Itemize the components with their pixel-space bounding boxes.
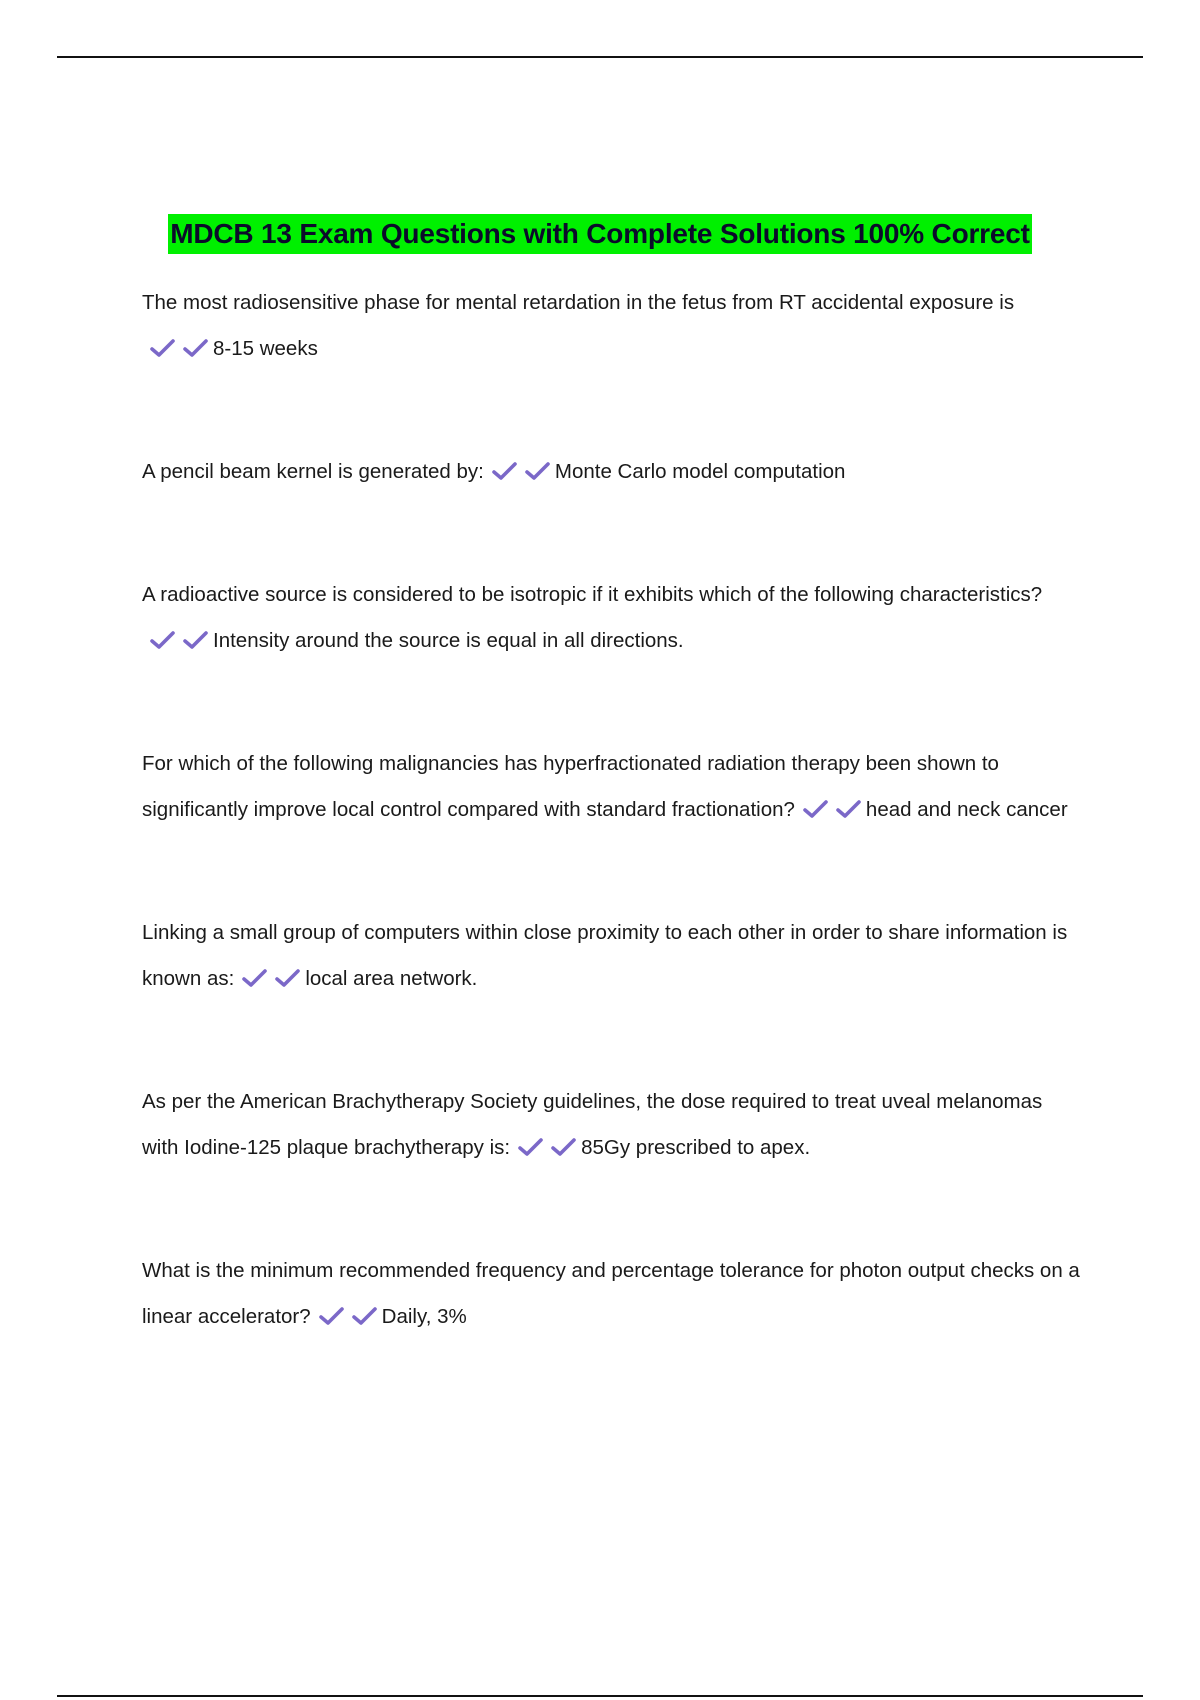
qa-item: [142, 1248, 1082, 1343]
qa-item: [142, 449, 1082, 498]
question-text: A pencil beam kernel is generated by:: [142, 460, 484, 483]
checkmarks: [492, 452, 553, 498]
bottom-rule: [57, 1695, 1143, 1697]
checkmark-icon: [525, 461, 550, 481]
qa-item: [142, 572, 1082, 667]
checkmark-icon: [352, 1306, 377, 1326]
answer-text: 85Gy prescribed to apex.: [581, 1136, 811, 1159]
qa-list: [142, 280, 1082, 1343]
qa-item: [142, 741, 1082, 836]
answer-text: Monte Carlo model computation: [554, 460, 846, 483]
top-rule: [57, 56, 1143, 58]
answer-text: local area network.: [305, 967, 478, 990]
answer-text: Intensity around the source is equal in all directions.: [213, 629, 684, 652]
question-text: A radioactive source is considered to be isotropic if it exhibits which of the following characteristics?: [142, 583, 1043, 606]
checkmark-icon: [183, 338, 208, 358]
checkmark-icon: [551, 1137, 576, 1157]
qa-item: [142, 280, 1082, 375]
question-text: The most radiosensitive phase for mental retardation in the fetus from RT accidental exposure is: [142, 291, 1015, 314]
checkmark-icon: [150, 338, 175, 358]
question-text: Linking a small group of computers within close proximity to each other in order to share information is known as:: [142, 921, 1068, 990]
checkmark-icon: [183, 630, 208, 650]
checkmark-icon: [492, 461, 517, 481]
title-container: [0, 214, 1200, 254]
checkmarks: [242, 959, 303, 1005]
answer-text: head and neck cancer: [865, 798, 1068, 821]
checkmark-icon: [803, 799, 828, 819]
checkmark-icon: [518, 1137, 543, 1157]
checkmarks: [150, 621, 211, 667]
answer-text: Daily, 3%: [381, 1305, 467, 1328]
qa-item: [142, 1079, 1082, 1174]
checkmark-icon: [242, 968, 267, 988]
checkmarks: [803, 790, 864, 836]
question-text: As per the American Brachytherapy Society guidelines, the dose required to treat uveal melanomas with Iodine-125 plaque brachytherapy is:: [142, 1090, 1043, 1159]
answer-text: 8-15 weeks: [213, 337, 318, 360]
checkmark-icon: [319, 1306, 344, 1326]
document-title: MDCB 13 Exam Questions with Complete Solutions 100% Correct: [168, 214, 1032, 254]
checkmarks: [319, 1297, 380, 1343]
checkmarks: [150, 329, 211, 375]
checkmarks: [518, 1128, 579, 1174]
checkmark-icon: [275, 968, 300, 988]
question-text: For which of the following malignancies has hyperfractionated radiation therapy been shown to significantly improve local control compared with standard fractionation?: [142, 752, 999, 821]
question-text: What is the minimum recommended frequency and percentage tolerance for photon output checks on a linear accelerator?: [142, 1259, 1080, 1328]
qa-item: [142, 910, 1082, 1005]
checkmark-icon: [150, 630, 175, 650]
checkmark-icon: [836, 799, 861, 819]
